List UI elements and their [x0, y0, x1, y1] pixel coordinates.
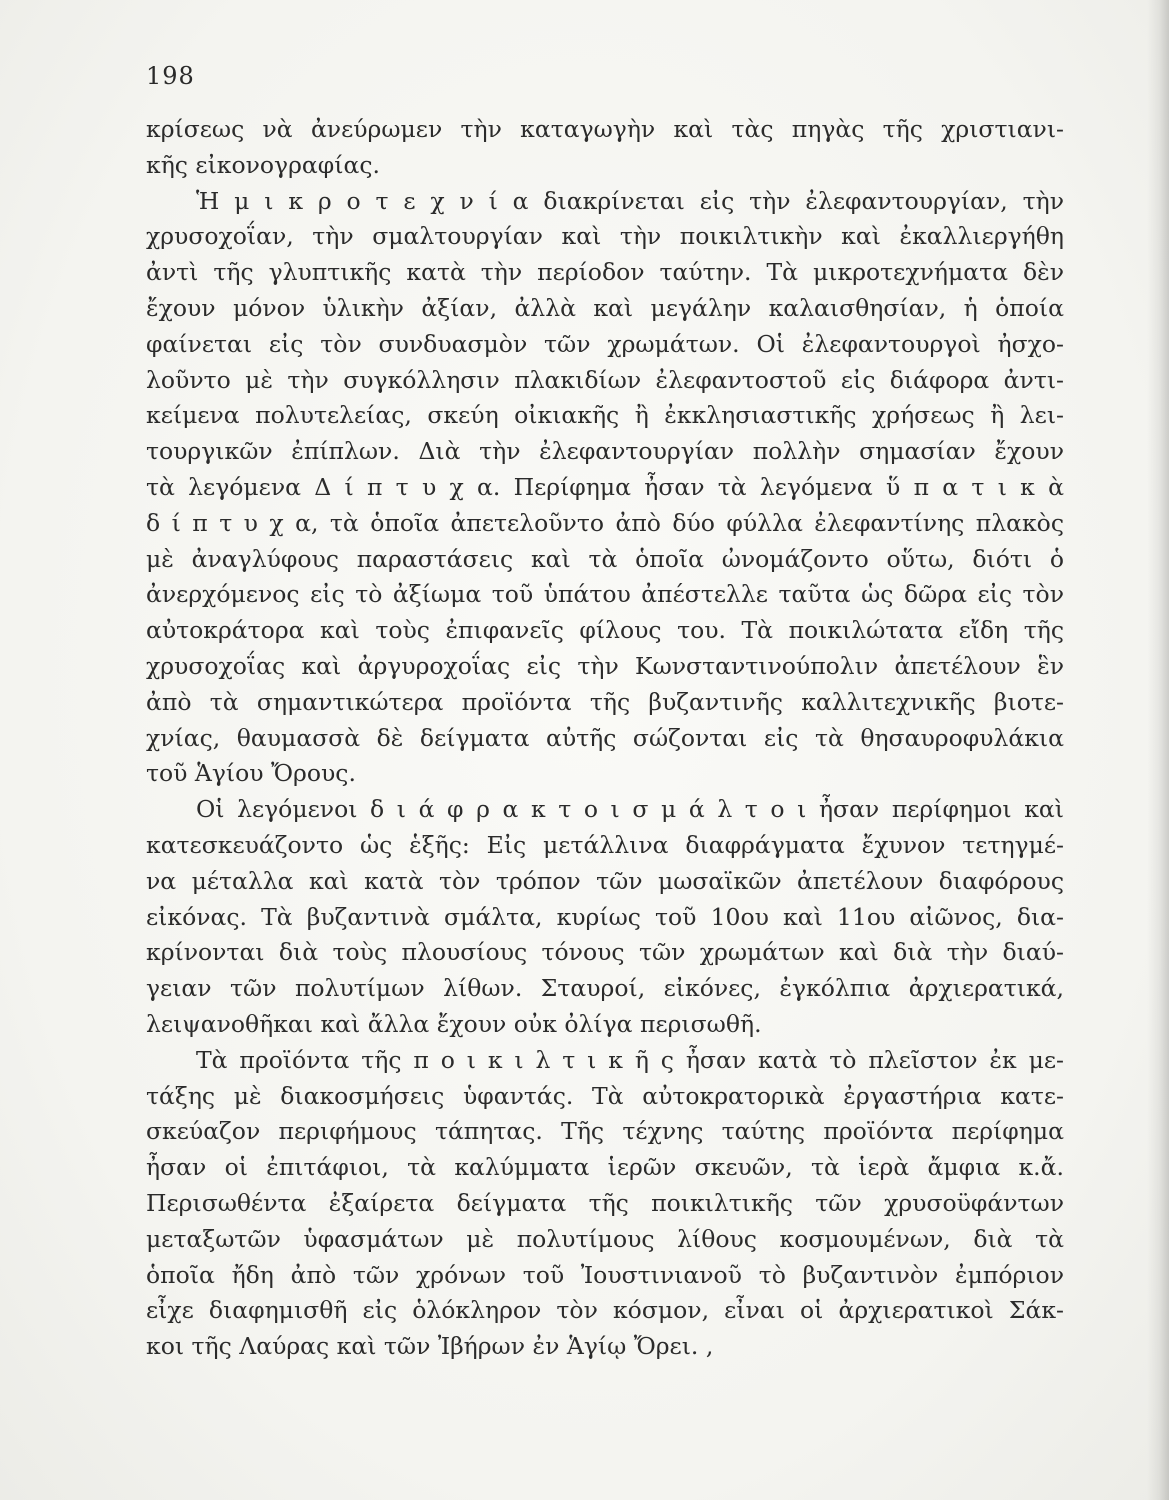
text-line: Ἡ μ ι κ ρ ο τ ε χ ν ί α διακρίνεται εἰς τὴν ἐλεφαντουργίαν, τὴν [196, 186, 1064, 215]
text-line: ὁποῖα ἤδη ἀπὸ τῶν χρόνων τοῦ Ἰουστινιανοῦ τὸ βυζαντινὸν ἐμπόριον [146, 1260, 1064, 1289]
text-line: χρυσοχοΐαν, τὴν σμαλτουργίαν καὶ τὴν ποικιλτικὴν καὶ ἐκαλλιεργήθη [146, 222, 1064, 251]
text-line: δ ί π τ υ χ α, τὰ ὁποῖα ἀπετελοῦντο ἀπὸ δύο φύλλα ἐλεφαντίνης πλακὸς [146, 508, 1064, 537]
body-text [146, 112, 1064, 1365]
text-line: ἔχουν μόνον ὑλικὴν ἀξίαν, ἀλλὰ καὶ μεγάλην καλαισθησίαν, ἡ ὁποία [146, 293, 1064, 322]
text-line: σκεύαζον περιφήμους τάπητας. Τῆς τέχνης ταύτης προϊόντα περίφημα [146, 1117, 1064, 1146]
page-edge-shadow [1147, 0, 1169, 1500]
text-line: τὰ λεγόμενα Δ ί π τ υ χ α. Περίφημα ἦσαν τὰ λεγόμενα ὕ π α τ ι κ ὰ [146, 472, 1064, 501]
text-line: κῆς εἰκονογραφίας. [146, 150, 380, 179]
text-line: Περισωθέντα ἐξαίρετα δείγματα τῆς ποικιλτικῆς τῶν χρυσοϋφάντων [146, 1188, 1064, 1217]
text-line: Τὰ προϊόντα τῆς π ο ι κ ι λ τ ι κ ῆ ς ἦσαν κατὰ τὸ πλεῖστον ἐκ με- [196, 1045, 1064, 1074]
text-line: χρυσοχοΐας καὶ ἀργυροχοΐας εἰς τὴν Κωνσταντινούπολιν ἀπετέλουν ἓν [146, 651, 1064, 680]
text-line: λοῦντο μὲ τὴν συγκόλλησιν πλακιδίων ἐλεφαντοστοῦ εἰς διάφορα ἀντι- [146, 365, 1064, 394]
text-line: κοι τῆς Λαύρας καὶ τῶν Ἰβήρων ἐν Ἁγίῳ Ὄρει. , [146, 1332, 714, 1361]
text-line: φαίνεται εἰς τὸν συνδυασμὸν τῶν χρωμάτων. Οἱ ἐλεφαντουργοὶ ἠσχο- [146, 329, 1064, 358]
text-line: εἶχε διαφημισθῆ εἰς ὁλόκληρον τὸν κόσμον, εἶναι οἱ ἀρχιερατικοὶ Σάκ- [146, 1296, 1064, 1325]
text-line: Οἱ λεγόμενοι δ ι ά φ ρ α κ τ ο ι σ μ ά λ τ ο ι ἦσαν περίφημοι καὶ [196, 795, 1064, 824]
text-line: μεταξωτῶν ὑφασμάτων μὲ πολυτίμους λίθους κοσμουμένων, διὰ τὰ [146, 1224, 1064, 1253]
text-line: κείμενα πολυτελείας, σκεύη οἰκιακῆς ἢ ἐκκλησιαστικῆς χρήσεως ἢ λει- [146, 401, 1064, 430]
text-line: κρίνονται διὰ τοὺς πλουσίους τόνους τῶν χρωμάτων καὶ διὰ τὴν διαύ- [146, 938, 1064, 967]
text-line: τουργικῶν ἐπίπλων. Διὰ τὴν ἐλεφαντουργίαν πολλὴν σημασίαν ἔχουν [146, 437, 1064, 466]
text-line: μὲ ἀναγλύφους παραστάσεις καὶ τὰ ὁποῖα ὠνομάζοντο οὕτω, διότι ὁ [146, 544, 1064, 573]
text-line: λειψανοθῆκαι καὶ ἄλλα ἔχουν οὐκ ὀλίγα περισωθῆ. [146, 1009, 762, 1038]
text-line: ἀντὶ τῆς γλυπτικῆς κατὰ τὴν περίοδον ταύτην. Τὰ μικροτεχνήματα δὲν [146, 258, 1064, 287]
text-line: τάξης μὲ διακοσμήσεις ὑφαντάς. Τὰ αὐτοκρατορικὰ ἐργαστήρια κατε- [146, 1081, 1064, 1110]
text-line: γειαν τῶν πολυτίμων λίθων. Σταυροί, εἰκόνες, ἐγκόλπια ἀρχιερατικά, [146, 974, 1064, 1003]
text-line: χνίας, θαυμασσὰ δὲ δείγματα αὐτῆς σώζονται εἰς τὰ θησαυροφυλάκια [146, 723, 1064, 752]
text-line: ἀπὸ τὰ σημαντικώτερα προϊόντα τῆς βυζαντινῆς καλλιτεχνικῆς βιοτε- [146, 687, 1064, 716]
text-line: ἀνερχόμενος εἰς τὸ ἀξίωμα τοῦ ὑπάτου ἀπέστελλε ταῦτα ὡς δῶρα εἰς τὸν [146, 580, 1064, 609]
text-line: τοῦ Ἁγίου Ὄρους. [146, 759, 356, 788]
page-number: 198 [146, 62, 195, 90]
text-line: εἰκόνας. Τὰ βυζαντινὰ σμάλτα, κυρίως τοῦ 10ου καὶ 11ου αἰῶνος, δια- [146, 902, 1064, 931]
text-line: ἦσαν οἱ ἐπιτάφιοι, τὰ καλύμματα ἱερῶν σκευῶν, τὰ ἱερὰ ἄμφια κ.ἄ. [146, 1153, 1064, 1182]
text-line: να μέταλλα καὶ κατὰ τὸν τρόπον τῶν μωσαϊκῶν ἀπετέλουν διαφόρους [146, 866, 1064, 895]
text-line: αὐτοκράτορα καὶ τοὺς ἐπιφανεῖς φίλους του. Τὰ ποικιλώτατα εἴδη τῆς [146, 616, 1064, 645]
text-line: κατεσκευάζοντο ὡς ἑξῆς: Εἰς μετάλλινα διαφράγματα ἔχυνον τετηγμέ- [146, 830, 1064, 859]
text-line: κρίσεως νὰ ἀνεύρωμεν τὴν καταγωγὴν καὶ τὰς πηγὰς τῆς χριστιανι- [146, 115, 1064, 143]
